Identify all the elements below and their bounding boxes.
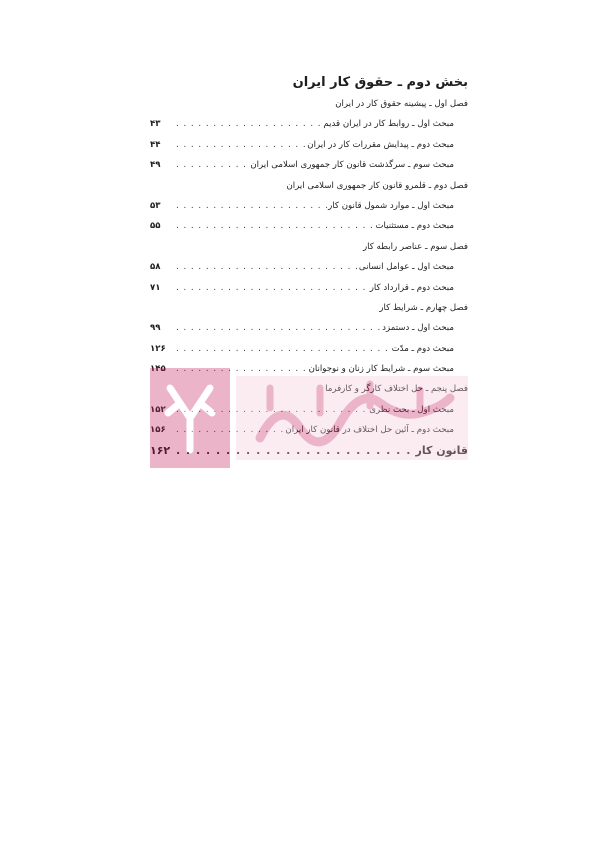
toc-entry-label: مبحث دوم ـ آئین حل اختلاف در قانون کار ایران: [285, 425, 454, 436]
toc-entry-label: قانون کار: [415, 443, 468, 457]
toc-entry-label: فصل اول ـ پیشینه حقوق کار در ایران: [335, 99, 468, 109]
toc-section-row: [150, 359, 468, 379]
toc-page-number: ۷۱: [150, 282, 161, 293]
toc-entry-label: مبحث دوم ـ قرارداد کار: [369, 282, 454, 293]
toc-entry-label: مبحث دوم ـ مدّت: [391, 343, 454, 354]
part-title: بخش دوم ـ حقوق کار ایران: [292, 75, 468, 90]
toc-section-row: [150, 318, 468, 338]
toc-section-row: [150, 216, 468, 236]
toc-section-row: [150, 278, 468, 298]
toc-page-number: ۱۵۲: [150, 404, 166, 415]
toc-page-number: ۵۸: [150, 262, 161, 273]
toc-chapter-row: [150, 237, 468, 257]
toc-entry-label: مبحث دوم ـ مستثنیات: [375, 221, 454, 232]
table-of-contents: [150, 72, 468, 461]
toc-final-row: [150, 441, 468, 461]
toc-page-number: ۹۹: [150, 323, 161, 334]
toc-entry-label: فصل پنجم ـ حل اختلاف کارگر و کارفرما: [325, 384, 468, 395]
toc-section-row: [150, 114, 468, 134]
dot-leader: [174, 257, 359, 277]
toc-section-row: [150, 420, 468, 440]
toc-page-number: ۱۵۶: [150, 425, 166, 436]
toc-entry-label: مبحث اول ـ عوامل انسانی: [358, 262, 454, 273]
toc-entry-label: مبحث اول ـ بحث نظری: [369, 404, 454, 415]
toc-entry-label: فصل دوم ـ قلمرو قانون کار جمهوری اسلامی ایران: [286, 180, 468, 191]
dot-leader: [174, 216, 375, 236]
toc-entry-label: مبحث دوم ـ پیدایش مقررات کار در ایران: [307, 139, 454, 150]
toc-entry-label: مبحث سوم ـ سرگذشت قانون کار جمهوری اسلامی ایران: [250, 160, 454, 171]
toc-entries: [150, 94, 468, 461]
dot-leader: [174, 339, 392, 359]
dot-leader: [174, 196, 328, 216]
toc-page-number: ۵۵: [150, 221, 161, 232]
toc-entry-label: فصل چهارم ـ شرایط کار: [379, 302, 468, 313]
dot-leader: [174, 400, 369, 420]
dot-leader: [174, 441, 416, 461]
toc-page-number: ۴۳: [150, 119, 161, 130]
dot-leader: [174, 155, 250, 175]
toc-page-number: ۱۴۵: [150, 364, 166, 375]
toc-page-number: ۱۶۲: [150, 443, 171, 457]
toc-entry-label: مبحث اول ـ دستمزد: [382, 323, 454, 334]
dot-leader: [174, 114, 323, 134]
toc-section-row: [150, 196, 468, 216]
toc-chapter-row: [150, 298, 468, 318]
dot-leader: [174, 359, 309, 379]
toc-page-number: ۴۹: [150, 160, 161, 171]
toc-page-number: ۱۲۶: [150, 343, 166, 354]
toc-section-row: [150, 257, 468, 277]
toc-entry-label: مبحث سوم ـ شرایط کار زنان و نوجوانان: [308, 364, 454, 375]
toc-entry-label: مبحث اول ـ روابط کار در ایران قدیم: [323, 119, 454, 130]
dot-leader: [174, 278, 370, 298]
dot-leader: [174, 318, 382, 338]
toc-entry-label: مبحث اول ـ موارد شمول قانون کار: [328, 200, 454, 211]
dot-leader: [174, 420, 285, 440]
toc-section-row: [150, 339, 468, 359]
toc-chapter-row: [150, 379, 468, 399]
toc-section-row: [150, 135, 468, 155]
toc-page-number: ۴۴: [150, 139, 161, 150]
toc-page-number: ۵۳: [150, 200, 161, 211]
dot-leader: [174, 135, 307, 155]
toc-chapter-row: [150, 94, 468, 114]
toc-section-row: [150, 155, 468, 175]
toc-section-row: [150, 400, 468, 420]
toc-chapter-row: [150, 176, 468, 196]
toc-entry-label: فصل سوم ـ عناصر رابطه کار: [362, 241, 468, 252]
